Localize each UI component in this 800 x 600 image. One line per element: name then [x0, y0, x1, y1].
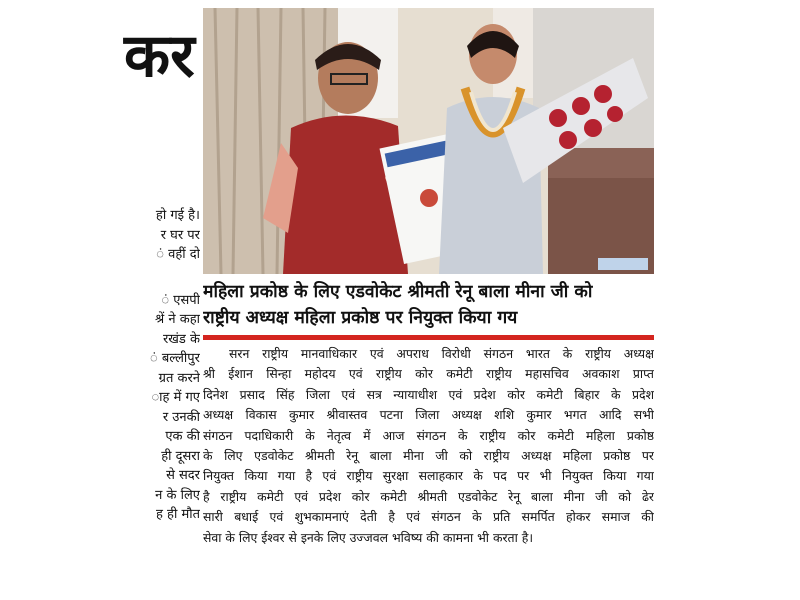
- adjacent-text-line: ह ही मौत: [156, 507, 200, 522]
- adjacent-text-line: ं वहीं दो: [156, 247, 200, 262]
- article-headline: [203, 279, 654, 331]
- adjacent-text-line: ं बल्लीपुर: [149, 351, 200, 366]
- article-body: [203, 344, 654, 548]
- adjacent-text-line: हो गई है।: [155, 208, 200, 223]
- adjacent-text-line: श्रें ने कहा: [155, 312, 200, 327]
- headline-line-2: राष्ट्रीय अध्यक्ष महिला प्रकोष्ठ पर नियुक्त किया गय: [203, 308, 518, 328]
- adjacent-text-line: ग्रत करने: [158, 370, 200, 386]
- adjacent-text-line: रखंड के: [162, 331, 200, 347]
- adjacent-text-line: न के लिए: [155, 487, 200, 503]
- body-line: संगठन पदाधिकारी के नेतृत्व में आज संगठन के राष्ट्रीय कोर कमेटी महिला प्रकोष्ठ: [203, 427, 654, 443]
- photo-two-people-presenting-certificate-icon: [203, 8, 654, 274]
- adjacent-article-column: [110, 0, 200, 600]
- adjacent-text-line: से सदर: [166, 468, 200, 483]
- adjacent-text-line: र उनकी: [162, 409, 200, 425]
- body-line: सरन राष्ट्रीय मानवाधिकार एवं अपराध विरोधी संगठन भारत के राष्ट्रीय अध्यक्ष: [229, 346, 654, 361]
- adjacent-headline-fragment: कर: [124, 21, 195, 91]
- body-line: नियुक्त किया गया है एवं राष्ट्रीय सुरक्षा सलाहकार के पद पर भी नियुक्त किया गया: [203, 468, 654, 484]
- body-line: सारी बधाई एवं शुभकामनाएं देती है एवं संगठन के प्रति समर्पित होकर समाज की: [203, 509, 654, 525]
- adjacent-article-text: [110, 206, 200, 525]
- adjacent-text-line: र घर पर: [160, 227, 200, 243]
- adjacent-text-line: ं एसपी: [161, 292, 200, 308]
- news-photo: [203, 8, 654, 274]
- body-line: अध्यक्ष विकास कुमार श्रीवास्तव पटना जिला अध्यक्ष शशि कुमार भगत आदि सभी: [203, 407, 654, 423]
- headline-line-1: महिला प्रकोष्ठ के लिए एडवोकेट श्रीमती रेनू बाला मीना जी को: [203, 282, 593, 302]
- adjacent-text-gap: [110, 265, 200, 291]
- body-line: सेवा के लिए ईश्वर से इनके लिए उज्जवल भविष्य की कामना भी करता है।: [203, 529, 534, 545]
- adjacent-text-line: ही दूसरा: [161, 448, 200, 464]
- body-line: श्री ईशान सिन्हा महोदय एवं राष्ट्रीय कोर कमेटी राष्ट्रीय महासचिव अवकाश प्राप्त: [203, 366, 654, 382]
- adjacent-text-line: एक की: [165, 429, 200, 444]
- headline-divider: [203, 335, 654, 340]
- body-line: दिनेश प्रसाद सिंह जिला एवं सत्र न्यायाधीश एवं प्रदेश कोर कमेटी बिहार के प्रदेश: [203, 386, 654, 402]
- adjacent-text-line: ाह में गए: [151, 390, 200, 405]
- body-line: है राष्ट्रीय कमेटी एवं प्रदेश कोर कमेटी श्रीमती एडवोकेट रेनू बाला मीना जी को ढेर: [203, 488, 654, 504]
- body-line: के लिए एडवोकेट श्रीमती रेनू बाला मीना जी को राष्ट्रीय अध्यक्ष महिला प्रकोष्ठ पर: [203, 447, 654, 463]
